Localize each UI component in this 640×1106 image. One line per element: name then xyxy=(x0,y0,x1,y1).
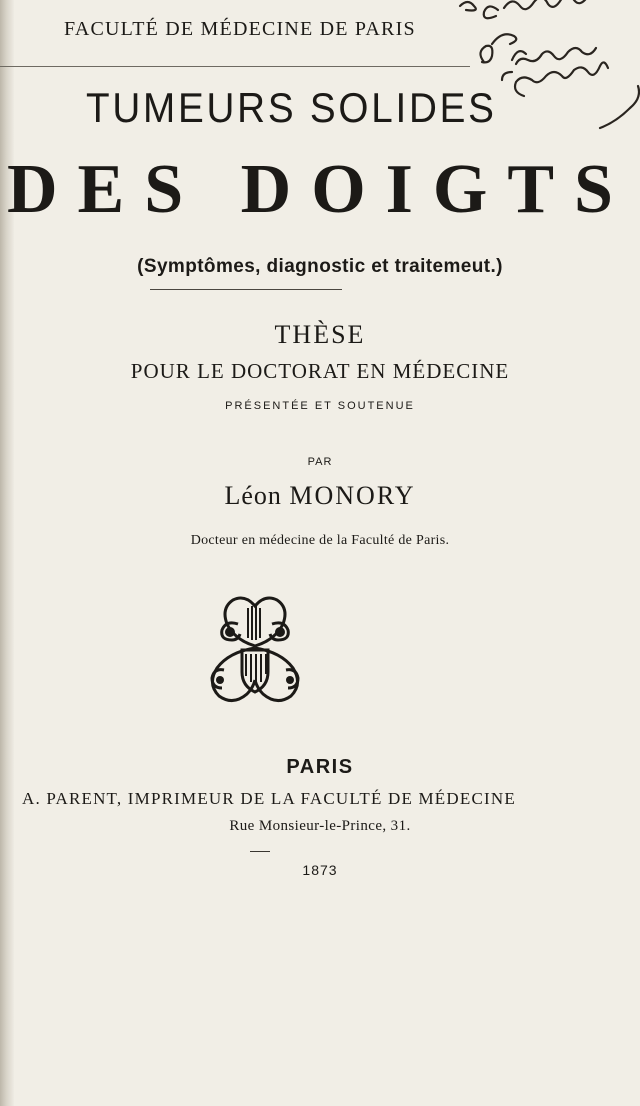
handwritten-signature-icon xyxy=(440,0,640,160)
thesis-presented: PRÉSENTÉE ET SOUTENUE xyxy=(225,400,415,412)
author-degree: Docteur en médecine de la Faculté de Paris. xyxy=(190,533,450,548)
faculty-header: FACULTÉ DE MÉDECINE DE PARIS xyxy=(64,18,416,40)
header-rule xyxy=(0,66,470,67)
imprint-rule xyxy=(250,851,270,852)
thesis-by: PAR xyxy=(307,456,333,468)
author-last-name: MONORY xyxy=(289,481,416,510)
title-line-2: DES DOIGTS xyxy=(7,151,633,228)
imprint-printer: A. PARENT, IMPRIMEUR DE LA FACULTÉ DE MÉDECINE xyxy=(22,789,516,808)
subtitle: (Symptômes, diagnostic et traitemeut.) xyxy=(137,256,503,277)
thesis-label: THÈSE xyxy=(274,320,366,349)
imprint-year: 1873 xyxy=(302,862,338,878)
title-rule xyxy=(150,289,342,290)
thesis-purpose: POUR LE DOCTORAT EN MÉDECINE xyxy=(130,359,510,383)
faculty-seal-icon xyxy=(196,588,314,706)
author-first-name: Léon xyxy=(224,481,282,510)
title-line-1: TUMEURS SOLIDES xyxy=(86,84,497,131)
author-name xyxy=(0,481,640,511)
imprint-address: Rue Monsieur-le-Prince, 31. xyxy=(229,818,411,834)
imprint-city: PARIS xyxy=(286,756,354,778)
